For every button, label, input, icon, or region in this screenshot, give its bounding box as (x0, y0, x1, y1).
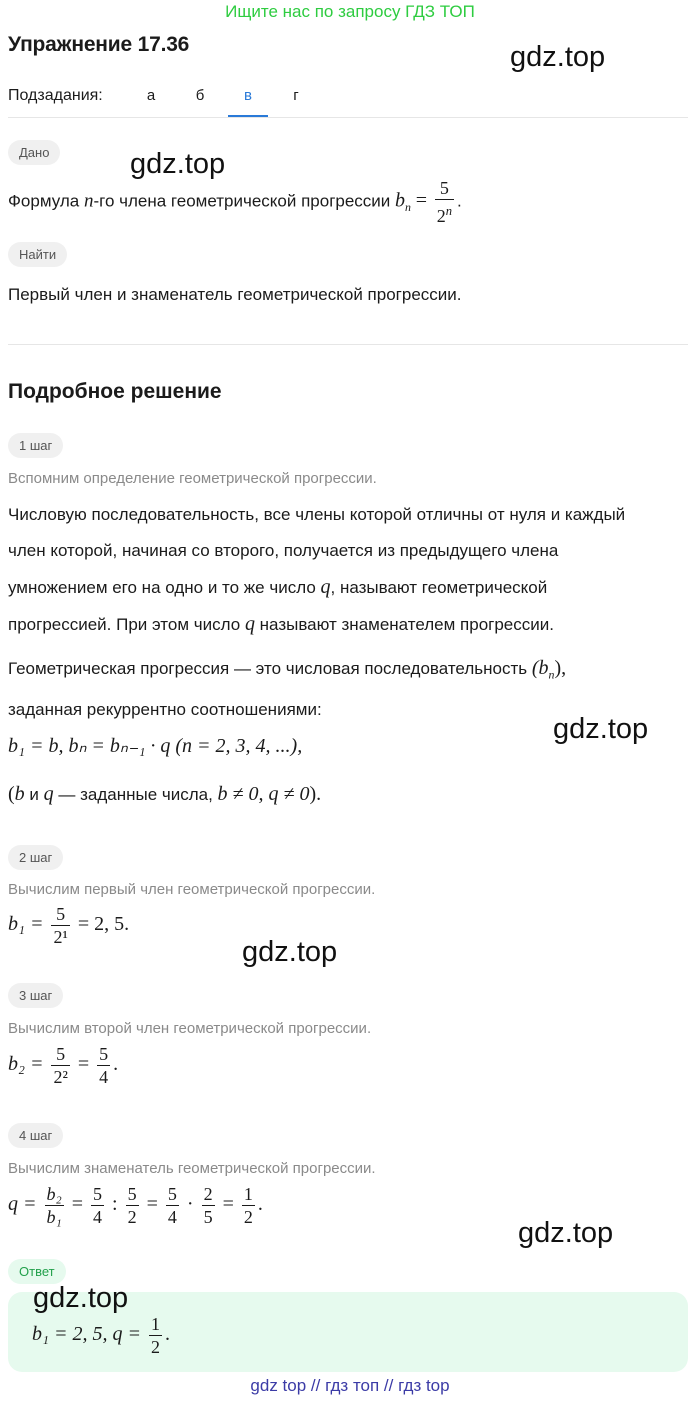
step-1-caption: Вспомним определение геометрической прогрессии. (8, 470, 377, 487)
step-1-note: (b и q — заданные числа, b ≠ 0, q ≠ 0). (8, 783, 322, 805)
solution-title: Подробное решение (8, 380, 222, 403)
step-3-caption: Вычислим второй член геометрической прогрессии. (8, 1020, 372, 1037)
top-banner: Ищите нас по запросу ГДЗ ТОП (225, 2, 475, 21)
watermark: gdz.top (553, 713, 649, 745)
answer-formula: b₁ = 2, 5, q = $\frac{1}{2}$ . (32, 1314, 170, 1357)
step-2-formula: b₁ = $\frac{5}{\text{2¹}}$ = 2, 5. (8, 904, 130, 947)
subtasks-label: Подзадания: (8, 87, 103, 104)
step-2-caption: Вычислим первый член геометрической прогрессии. (8, 881, 376, 898)
watermark: gdz.top (510, 41, 606, 73)
divider (8, 344, 688, 345)
step-1-pill: 1 шаг (8, 433, 63, 458)
watermark: gdz.top (242, 936, 338, 968)
find-pill: Найти (8, 242, 67, 267)
footer-links[interactable]: gdz top // гдз топ // гдз top (250, 1376, 450, 1395)
watermark: gdz.top (130, 148, 226, 180)
step-1-paragraph: Числовую последовательность, все члены которой отличны от нуля и каждый член которой, начиная со второго, получается из предыдущего члена умножением его на одно и то же число q, называют геометрической прогрессией. При этом число q называют знаменателем прогрессии. (8, 505, 626, 635)
exercise-title: Упражнение 17.36 (8, 33, 190, 56)
step-2-pill: 2 шаг (8, 845, 63, 870)
step-4-caption: Вычислим знаменатель геометрической прогрессии. (8, 1160, 376, 1177)
step-1-definition: Геометрическая прогрессия — это числовая последовательность $(b_n)$, заданная рекуррентно соотношениями: (8, 657, 567, 720)
step-3-formula: b₂ = $\frac{5}{\text{2²}}$ = $\frac{5}{4}$ . (8, 1044, 119, 1087)
step-1-recurrence: b₁ = b, bₙ = bₙ₋₁ · q (n = 2, 3, 4, ...), (8, 735, 303, 757)
answer-pill: Ответ (8, 1259, 66, 1284)
given-text: Формула n-го члена геометрической прогрессии $b_n$ = $\frac{5}{2^n}$ . (8, 178, 462, 226)
subtask-tab-g[interactable]: г (293, 87, 299, 104)
step-4-pill: 4 шаг (8, 1123, 63, 1148)
step-4-formula: q = $\frac{\text{b₂}}{\text{b₁}}$ = $\frac{5}{4}$ : $\frac{5}{2}$ = $\frac{5}{4}$ · $\frac{2}{5}$ = $\frac{1}{2}$ . (8, 1184, 263, 1227)
given-pill: Дано (8, 140, 60, 165)
subtasks-bar (8, 87, 688, 118)
subtask-tab-a[interactable]: а (146, 87, 156, 104)
subtask-tab-b[interactable]: б (195, 87, 205, 104)
find-text: Первый член и знаменатель геометрической прогрессии. (8, 285, 462, 304)
watermark: gdz.top (518, 1217, 614, 1249)
watermark: gdz.top (33, 1282, 129, 1314)
step-3-pill: 3 шаг (8, 983, 63, 1008)
subtask-tab-v[interactable]: в (228, 87, 268, 117)
